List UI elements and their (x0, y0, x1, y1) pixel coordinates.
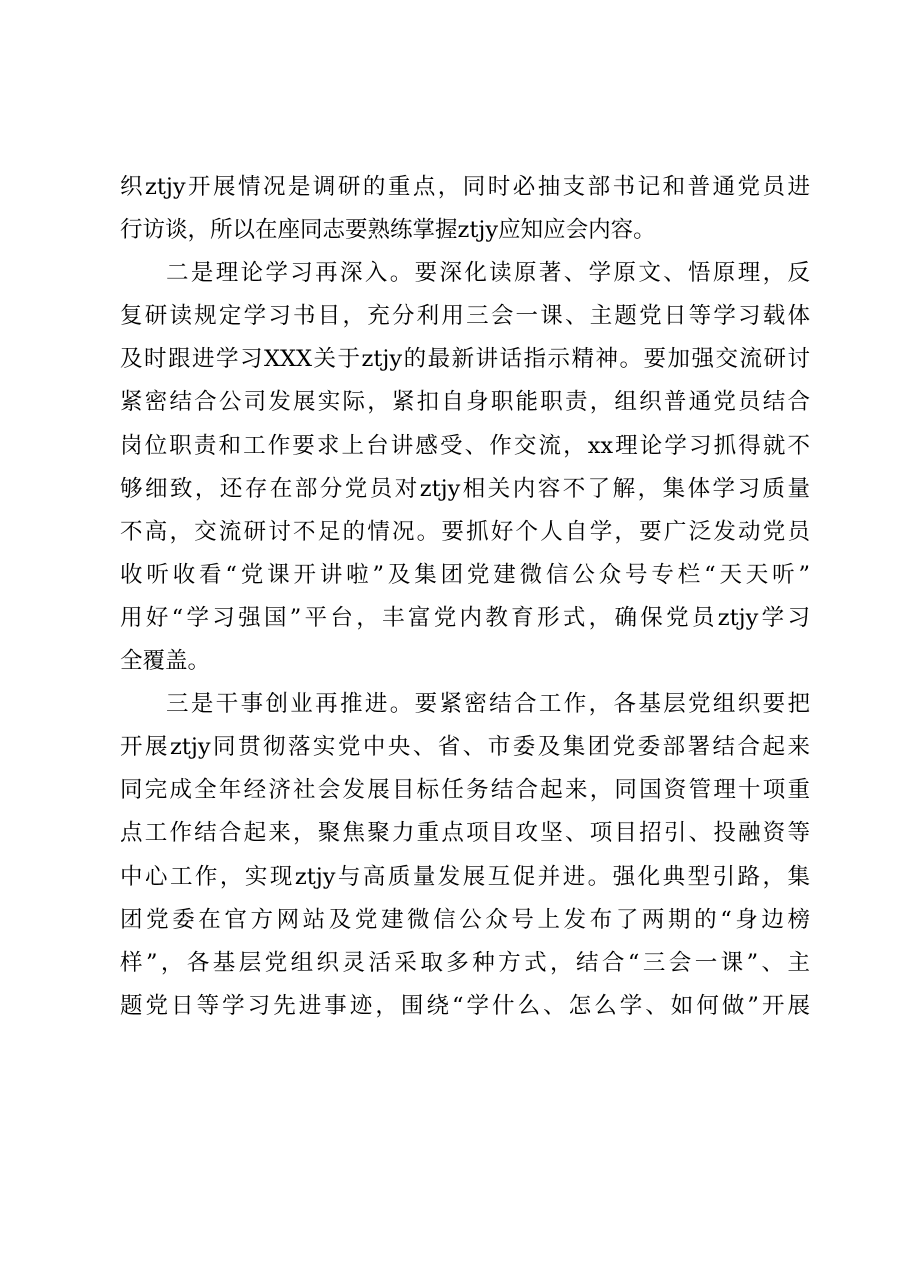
text-line: 开展ztjy同贯彻落实党中央、省、市委及集团党委部署结合起来 (120, 734, 810, 761)
text-line: 点工作结合起来，聚焦聚力重点项目攻坚、项目招引、投融资等 (120, 820, 810, 847)
text-line: 中心工作，实现ztjy与高质量发展互促并进。强化典型引路，集 (120, 863, 810, 890)
text-line: 全覆盖。 (120, 648, 211, 675)
text-line: 复研读规定学习书目，充分利用三会一课、主题党日等学习载体 (120, 303, 810, 330)
text-line: 收听收看“党课开讲啦”及集团党建微信公众号专栏“天天听” (120, 561, 810, 588)
text-line: 够细致，还存在部分党员对ztjy相关内容不了解，集体学习质量 (120, 475, 810, 502)
text-line: 团党委在官方网站及党建微信公众号上发布了两期的“身边榜 (120, 906, 810, 933)
text-line: 岗位职责和工作要求上台讲感受、作交流，xx理论学习抓得就不 (120, 432, 810, 459)
text-line: 样”，各基层党组织灵活采取多种方式，结合“三会一课”、主 (120, 949, 810, 976)
document-body (120, 166, 810, 1028)
text-line: 二是理论学习再深入。要深化读原著、学原文、悟原理，反 (166, 260, 810, 287)
text-line: 用好“学习强国”平台，丰富党内教育形式，确保党员ztjy学习 (120, 604, 810, 631)
text-line: 题党日等学习先进事迹，围绕“学什么、怎么学、如何做”开展 (120, 992, 810, 1019)
text-line: 紧密结合公司发展实际，紧扣自身职能职责，组织普通党员结合 (120, 389, 810, 416)
text-line: 及时跟进学习XXX关于ztjy的最新讲话指示精神。要加强交流研讨 (120, 346, 810, 373)
text-line: 织ztjy开展情况是调研的重点，同时必抽支部书记和普通党员进 (120, 174, 810, 200)
text-line: 三是干事创业再推进。要紧密结合工作，各基层党组织要把 (166, 691, 810, 718)
text-line: 同完成全年经济社会发展目标任务结合起来，同国资管理十项重 (120, 777, 810, 804)
text-line: 行访谈，所以在座同志要熟练掌握ztjy应知应会内容。 (120, 217, 656, 244)
text-line: 不高，交流研讨不足的情况。要抓好个人自学，要广泛发动党员 (120, 518, 810, 545)
